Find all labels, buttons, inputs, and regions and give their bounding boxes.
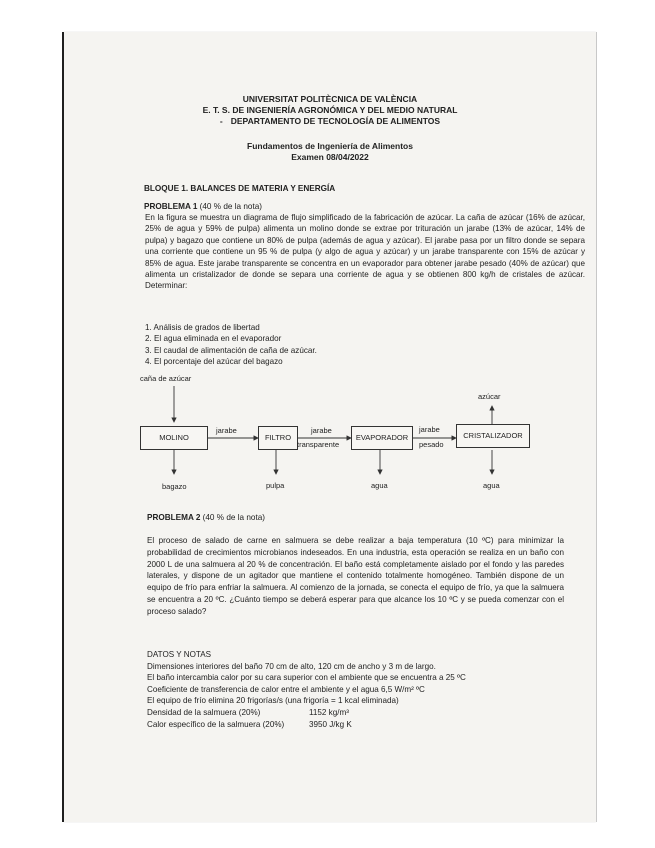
problem1-questions [145,322,317,368]
exam-sheet [64,32,596,822]
problem1-weight: (40 % de la nota) [199,202,263,211]
input-cane-label: caña de azúcar [140,374,192,383]
stream-jarabe-2: jarabe [311,426,332,435]
density-label: Densidad de la salmuera (20%) [147,707,261,717]
unit-filtro: FILTRO [258,426,298,450]
unit-molino: MOLINO [140,426,208,450]
unit-cristalizador: CRISTALIZADOR [456,424,530,448]
problem2-weight: (40 % de la nota) [202,513,266,522]
data-line: Dimensiones interiores del baño 70 cm de alto, 120 cm de ancho y 3 m de largo. [147,661,436,671]
data-notes [147,649,466,730]
density-value: 1152 kg/m³ [309,707,349,717]
exam-info [64,141,596,163]
problem1-title: PROBLEMA 1 [144,202,198,211]
problem2-text: El proceso de salado de carne en salmuera se debe realizar a baja temperatura (10 ºC) para minimizar la probabilidad de crecimientos microbianos indeseados. En una industria, esta operación se realiza en un baño con 2000 L de una salmuera al 20 % de concentración. El baño está completamente aislado por el fondo y las paredes laterales, y dispone de un agitador que mantiene el contenido totalmente homogéneo. También dispone de un equipo de frío para enfriar la salmuera. Al comienzo de la jornada, se conecta el equipo de frío, ya que la salmuera se encuentra a 20 ºC. ¿Cuánto tiempo se deberá esperar para que alcance los 10 ºC y se pueda comenzar con el proceso salado? [147,536,564,616]
question-item: 4. El porcentaje del azúcar del bagazo [145,357,283,367]
question-item: 1. Análisis de grados de libertad [145,323,260,332]
university-name: UNIVERSITAT POLITÈCNICA DE VALÈNCIA [242,94,418,104]
department-line [64,116,596,127]
unit-evaporador: EVAPORADOR [351,426,413,450]
question-item: 3. El caudal de alimentación de caña de azúcar. [145,345,317,355]
stream-pesado: pesado [419,440,444,449]
output-agua-evaporador: agua [371,481,388,490]
problem1-heading [144,201,262,212]
flow-diagram [136,370,606,520]
department-bullet: - [219,116,223,126]
specific-heat-value: 3950 J/kg K [309,719,352,729]
specific-heat-row [147,719,466,731]
department-name: DEPARTAMENTO DE TECNOLOGÍA DE ALIMENTOS [230,116,441,126]
school-name: E. T. S. DE INGENIERÍA AGRONÓMICA Y DEL MEDIO NATURAL [202,105,458,115]
problem2-title: PROBLEMA 2 [147,513,201,522]
subject-title: Fundamentos de Ingeniería de Alimentos [247,141,413,151]
problem2-heading [147,512,265,523]
output-pulpa: pulpa [266,481,285,490]
question-item: 2. El agua eliminada en el evaporador [145,334,282,344]
specific-heat-label: Calor específico de la salmuera (20%) [147,719,285,729]
data-notes-title: DATOS Y NOTAS [147,650,212,659]
output-azucar: azúcar [478,392,501,401]
stream-jarabe-1: jarabe [216,426,237,435]
data-line: El baño intercambia calor por su cara superior con el ambiente que se encuentra a 25 ºC [147,673,466,683]
data-line: Coeficiente de transferencia de calor entre el ambiente y el agua 6,5 W/m² ºC [147,684,425,694]
data-line: El equipo de frío elimina 20 frigorías/s (una frigoría = 1 kcal eliminada) [147,696,399,706]
block-title: BLOQUE 1. BALANCES DE MATERIA Y ENERGÍA [144,184,336,193]
institution-header [64,94,596,127]
output-bagazo: bagazo [162,482,187,491]
stream-transparente: transparente [297,440,340,449]
exam-date: Examen 08/04/2022 [291,152,369,162]
output-agua-cristalizador: agua [483,481,500,490]
problem1-text: En la figura se muestra un diagrama de flujo simplificado de la fabricación de azúcar. La caña de azúcar (16% de azúcar, 25% de agua y 59% de pulpa) alimenta un molino donde se extrae por trituración un jarabe (13% de azúcar, 14% de pulpa) y bagazo que contiene un 80% de pulpa (además de agua y azúcar). El jarabe pasa por un filtro donde se separa una corriente que contiene un 95 % de pulpa (y algo de agua y azúcar) y un jarabe transparente con 15% de azúcar y 85% de agua. Este jarabe transparente se concentra en un evaporador para obtener jarabe pesado (40% de azúcar) que alimenta un cristalizador de donde se separa una corriente de agua y se obtienen 800 kg/h de cristales de azúcar. Determinar: [145,213,585,291]
stream-jarabe-3: jarabe [419,425,440,434]
density-row [147,707,466,719]
